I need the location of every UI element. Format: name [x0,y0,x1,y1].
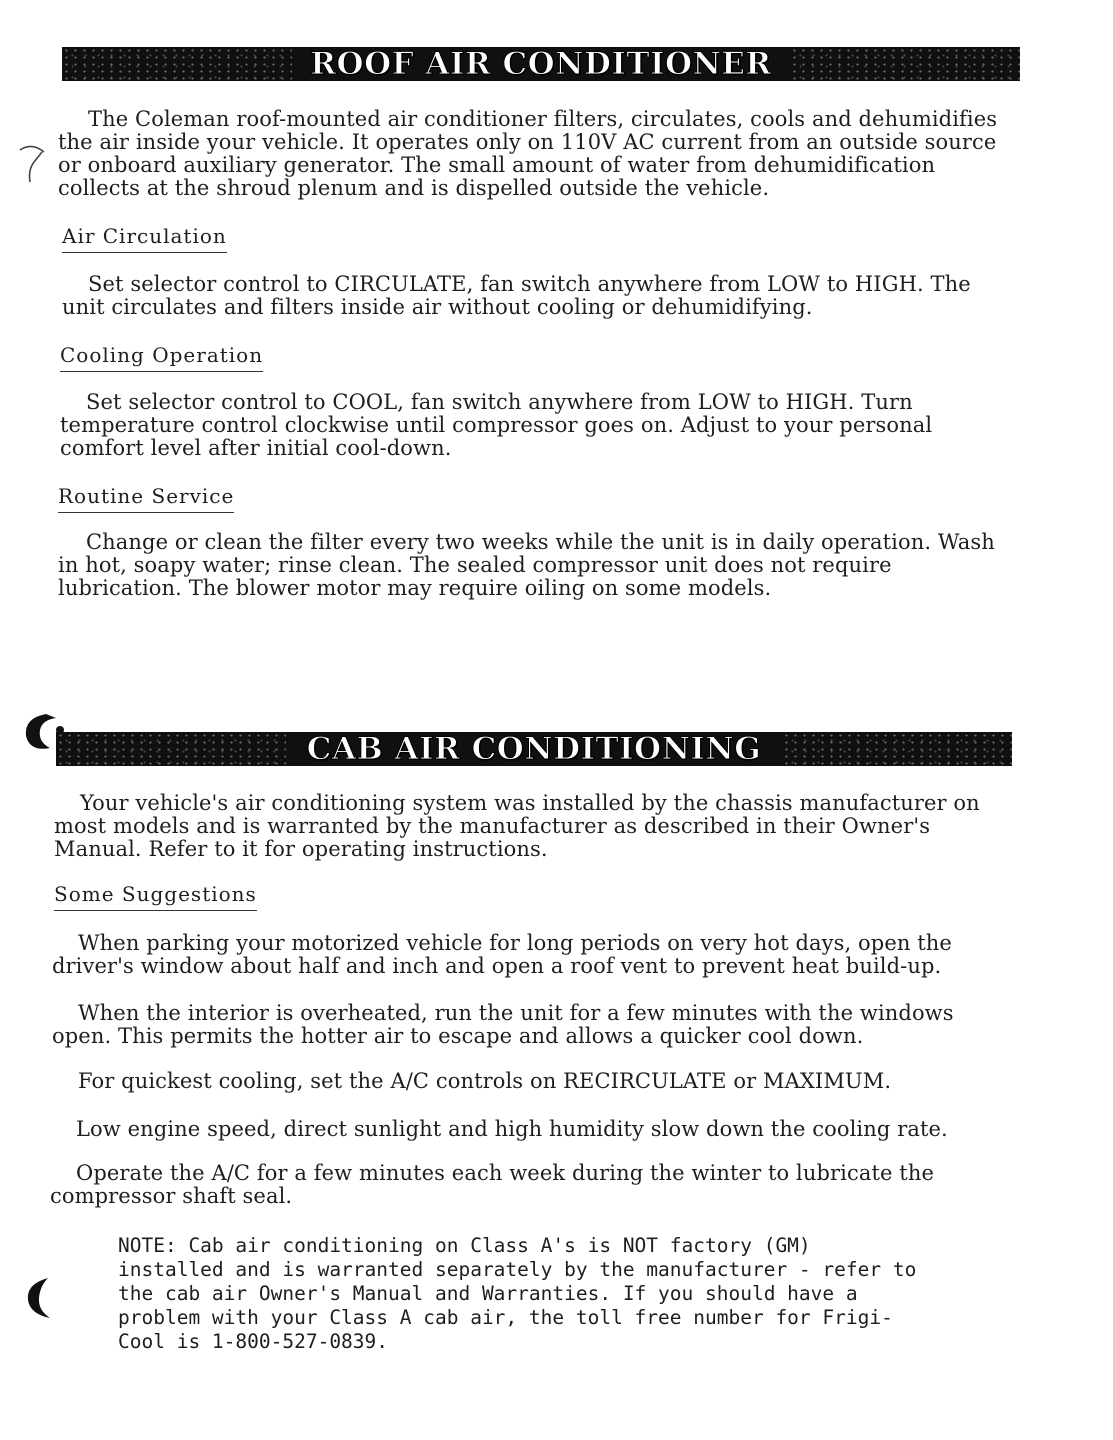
class-a-note: NOTE: Cab air conditioning on Class A's is NOT factory (GM) installed and is warranted separately by the manufacturer - refer to the cab air Owner's Manual and Warranties. If you should have a problem with your Class A cab air, the toll free number for Frigi-Cool is 1-800-527-0839. [118,1234,917,1353]
routine-service-paragraph: Change or clean the filter every two weeks while the unit is in daily operation. Wash in hot, soapy water; rinse clean. The sealed compressor unit does not require lubrication. The blower motor may require oiling on some models. [58,530,995,600]
roof-intro-paragraph: The Coleman roof-mounted air conditioner filters, circulates, cools and dehumidifies the air inside your vehicle. It operates only on 110V AC current from an outside source or onboard auxiliary generator. The small amount of water from dehumidification collects at the shroud plenum and is dispelled outside the vehicle. [58,107,998,200]
air-circulation-paragraph: Set selector control to CIRCULATE, fan switch anywhere from LOW to HIGH. The unit circulates and filters inside air without cooling or dehumidifying. [62,272,971,319]
suggestion-item: For quickest cooling, set the A/C controls on RECIRCULATE or MAXIMUM. [78,1069,892,1093]
roof-section-banner [62,47,1020,81]
suggestion-item: When the interior is overheated, run the unit for a few minutes with the windows open. This permits the hotter air to escape and allows a quicker cool down. [52,1001,954,1048]
suggestion-item: Low engine speed, direct sunlight and high humidity slow down the cooling rate. [76,1117,948,1141]
roof-section-title: ROOF AIR CONDITIONER [310,47,772,81]
cab-section-banner [56,732,1012,766]
cab-intro-paragraph: Your vehicle's air conditioning system was installed by the chassis manufacturer on most models and is warranted by the manufacturer as described in their Owner's Manual. Refer to it for operating instructions. [54,791,980,861]
binder-hole-mark [22,1276,56,1320]
cooling-operation-paragraph: Set selector control to COOL, fan switch anywhere from LOW to HIGH. Turn temperature control clockwise until compressor goes on. Adjust to your personal comfort level after initial cool-down. [60,390,933,460]
cooling-operation-heading: Cooling Operation [60,343,263,372]
suggestion-item: Operate the A/C for a few minutes each week during the winter to lubricate the compressor shaft seal. [50,1161,934,1208]
air-circulation-heading: Air Circulation [62,224,227,253]
some-suggestions-heading: Some Suggestions [54,882,257,911]
margin-pencil-mark [14,140,54,185]
suggestion-item: When parking your motorized vehicle for long periods on very hot days, open the driver's window about half and inch and open a roof vent to prevent heat build-up. [52,931,952,978]
cab-section-title: CAB AIR CONDITIONING [306,732,762,766]
routine-service-heading: Routine Service [58,484,234,513]
